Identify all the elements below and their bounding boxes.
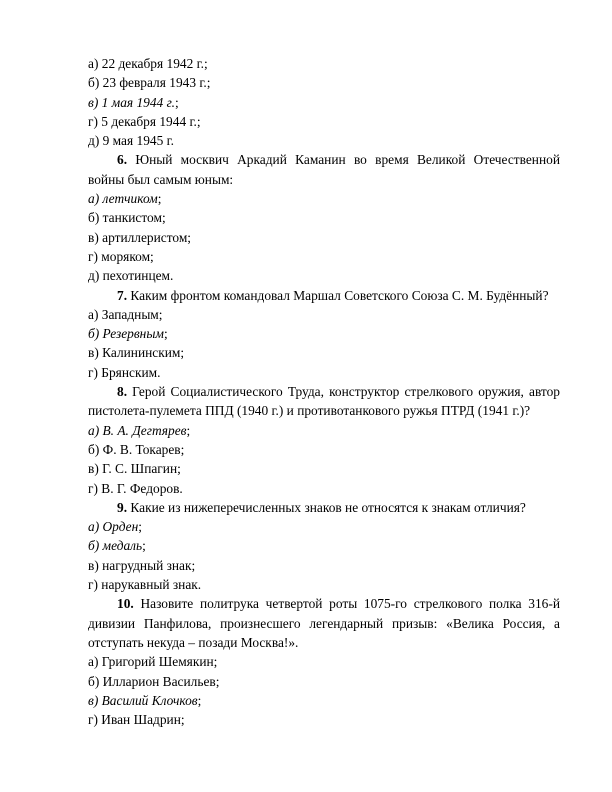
option-text: б) Илларион Васильев; [88, 673, 220, 689]
option-text-correct: в) 1 мая 1944 г. [88, 94, 175, 110]
option-line [88, 208, 560, 227]
question-body: Юный москвич Аркадий Каманин во время Великой Отечественной войны был самым юным: [88, 152, 560, 187]
option-line-correct [88, 324, 560, 343]
question-7 [88, 286, 560, 382]
option-line [88, 343, 560, 362]
option-text: д) пехотинцем. [88, 268, 174, 284]
option-text: г) Брянским. [88, 364, 161, 380]
option-line-correct [88, 536, 560, 555]
option-suffix: ; [163, 326, 168, 342]
option-line [88, 73, 560, 92]
question-text [88, 150, 560, 189]
question-text [88, 382, 560, 421]
option-suffix: ; [138, 519, 142, 535]
question-text [88, 498, 560, 517]
question-10 [88, 594, 560, 729]
option-text: а) 22 декабря 1942 г.; [88, 56, 208, 71]
option-suffix: ; [157, 191, 162, 207]
option-line-correct [88, 93, 560, 112]
option-text-correct: в) Василий Клочков [88, 692, 198, 708]
option-text: а) Григорий Шемякин; [88, 654, 218, 670]
option-text-correct: б) медаль [88, 538, 143, 554]
option-line [88, 247, 560, 266]
option-text: б) танкистом; [88, 210, 166, 226]
option-text: б) 23 февраля 1943 г.; [88, 75, 211, 91]
option-text: г) моряком; [88, 248, 154, 264]
option-line-correct [88, 517, 560, 536]
question-number: 7. [117, 287, 128, 303]
question-6 [88, 150, 560, 285]
option-line [88, 479, 560, 498]
option-text-correct: б) Резервным [88, 326, 164, 342]
option-line [88, 440, 560, 459]
option-line [88, 363, 560, 382]
option-line [88, 459, 560, 478]
option-text: г) 5 декабря 1944 г.; [88, 113, 201, 129]
question-body: Назовите политрука четвертой роты 1075-го стрелкового полка 316-й дивизии Панфилова, произнесшего легендарный призыв: «Велика Россия, а отступать некуда – позади Москва!». [88, 596, 560, 650]
option-text-correct: а) Орден [88, 519, 139, 535]
option-line [88, 266, 560, 285]
option-line-correct [88, 421, 560, 440]
question-body: Каким фронтом командовал Маршал Советского Союза С. М. Будённый? [127, 287, 549, 303]
option-line [88, 131, 560, 150]
option-line [88, 112, 560, 131]
question-number: 8. [117, 384, 128, 400]
option-suffix: ; [175, 94, 179, 110]
option-text-correct: а) летчиком [88, 191, 158, 207]
option-line [88, 710, 560, 729]
question-body: Какие из нижеперечисленных знаков не относятся к знакам отличия? [127, 499, 526, 515]
option-text: б) Ф. В. Токарев; [88, 441, 185, 457]
option-text: а) Западным; [88, 306, 163, 322]
option-line [88, 575, 560, 594]
question-number: 10. [117, 596, 134, 612]
option-line [88, 652, 560, 671]
option-suffix: ; [186, 422, 191, 438]
option-text: г) нарукавный знак. [88, 577, 202, 593]
option-text: в) Калининским; [88, 345, 185, 361]
option-line-correct [88, 691, 560, 710]
option-suffix: ; [142, 538, 146, 554]
option-line-correct [88, 189, 560, 208]
option-text: г) В. Г. Федоров. [88, 480, 183, 496]
previous-question-options [88, 54, 560, 150]
question-text [88, 594, 560, 652]
option-text: в) нагрудный знак; [88, 557, 196, 573]
option-text: в) Г. С. Шпагин; [88, 461, 181, 477]
question-body: Герой Социалистического Труда, конструктор стрелкового оружия, автор пистолета-пулемета ППД (1940 г.) и противотанкового ружья ПТРД (1941 г.)? [88, 384, 560, 419]
option-text: д) 9 мая 1945 г. [88, 133, 174, 149]
question-9 [88, 498, 560, 594]
option-suffix: ; [197, 692, 202, 708]
quiz-content [88, 54, 560, 729]
option-line [88, 305, 560, 324]
option-line [88, 54, 560, 73]
option-line [88, 228, 560, 247]
option-text: г) Иван Шадрин; [88, 712, 185, 728]
option-line [88, 672, 560, 691]
question-8 [88, 382, 560, 498]
option-text-correct: а) В. А. Дегтярев [88, 422, 187, 438]
question-text [88, 286, 560, 305]
question-number: 6. [117, 152, 128, 168]
option-line [88, 556, 560, 575]
question-number: 9. [117, 499, 128, 515]
option-text: в) артиллеристом; [88, 229, 192, 245]
